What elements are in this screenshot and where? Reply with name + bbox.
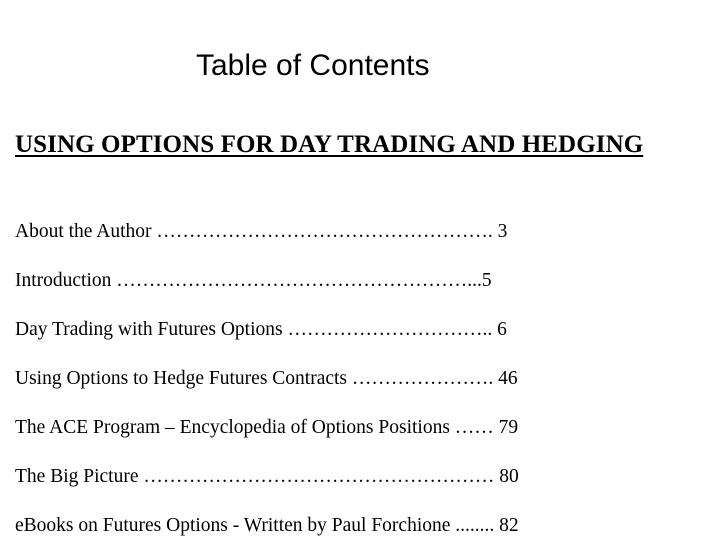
toc-entry-ebooks: eBooks on Futures Options - Written by Paul Forchione ........ 82 bbox=[15, 515, 519, 536]
toc-entry-day-trading: Day Trading with Futures Options ………………………….. 6 bbox=[15, 319, 507, 340]
toc-entry-introduction: Introduction ………………………………………………...5 bbox=[15, 270, 492, 291]
toc-entry-ace-program: The ACE Program – Encyclopedia of Options Positions …… 79 bbox=[15, 417, 519, 438]
toc-entry-big-picture: The Big Picture ……………………………………………… 80 bbox=[15, 466, 519, 487]
toc-entry-about-author: About the Author ……………………………………………. 3 bbox=[15, 221, 508, 242]
page-heading: Table of Contents bbox=[196, 49, 430, 82]
toc-entry-hedging: Using Options to Hedge Futures Contracts …………………. 46 bbox=[15, 368, 518, 389]
table-of-contents bbox=[15, 217, 519, 560]
book-title: USING OPTIONS FOR DAY TRADING AND HEDGING bbox=[15, 131, 644, 158]
